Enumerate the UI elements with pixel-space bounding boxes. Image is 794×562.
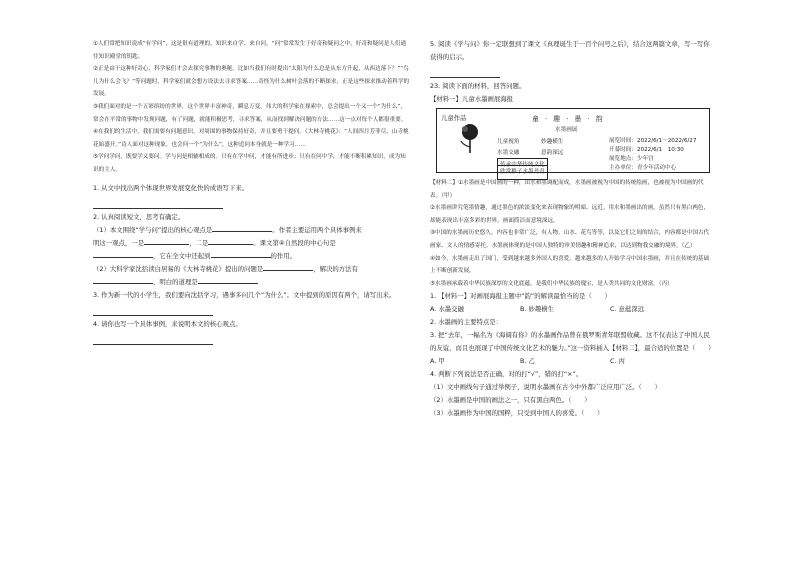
q2-2-text: ，明白的道理是 [153,277,198,286]
ink-flower-icon [455,121,485,155]
answer-blank[interactable] [93,276,153,284]
question-5: 5. 阅读《学与问》你一定联想到了课文《真理诞生于一百个问号之后》，结合这两篇文章，写一写你获得的启示。 [430,40,710,61]
question-2-2-cont [93,276,411,289]
material-1-label: 【材料一】儿童水墨画展海报 [430,95,514,103]
poster-corner-label: 儿童作品 [441,114,467,122]
answer-blank[interactable] [198,276,258,284]
question-r4-1: （1）文中画线句子通过举例子，说明水墨画在古今中外都广泛应用广泛。（ ） [430,383,661,392]
poster-phrase: 水墨交融 [497,150,520,156]
q2-1-text: （1）本文围绕“学与问”提出的核心观点是 [93,225,213,234]
answer-blank[interactable] [144,237,189,245]
question-1: 1. 从文中找出两个体现世界发展变化快的成语写下来。 [93,183,249,192]
question-2: 2. 认真阅读短文，思考有确定。 [93,212,185,221]
poster-slogan: 欣赏稚子水墨丹青 [497,165,548,180]
question-r4-2: （2）水墨画是中国的画法之一，只有黑白两色。（ ） [430,396,591,405]
paragraph-4: ④在我们的生活中，我们需要有问题意识，对周围的事物保持好奇，并且要勇于提问。《大林寺桃花》：“人间四月芳菲尽，山寺桃花始盛开。”诗人面对这种现象，也会问一个“为什么”，这种追问本身就是一种学习…… [93,129,409,148]
q2-1-text: ，它在全文中还起到 [153,251,211,260]
exhibition-poster [436,108,710,173]
question-r3-options [430,355,713,368]
question-4: 4. 请你也写一个具体事例，来说明本文的核心观点。 [93,319,242,328]
poster-phrase: 儿童视角 [497,139,520,145]
option-b[interactable]: B. 乙 [520,357,535,366]
q2-1-text: 。作者主要运用两个具体事例来 [272,225,362,234]
org-label: 主办单位： [609,165,637,171]
answer-line[interactable] [430,67,500,78]
answer-blank[interactable] [212,224,272,232]
material-2-d: ④如今，水墨画走出了国门，受到越来越多外国人的喜爱。越来越多的人开始学习中国水墨画，并且在传统的基础上不断创新发展。 [430,255,710,275]
material-2-c: ③中国的水墨画历史悠久，内容也非常广泛，有人物、山水、花鸟等等，以及它们之间的结合，内容都是中国古代画家、文人的情感寄托。水墨画体现的是中国人独特的审美情趣和精神追求，以达到物我交融的境界。（乙） [430,230,710,249]
venue-value: 少年宫 [636,156,654,162]
option-c[interactable]: C. 意蕴深远 [610,305,645,314]
paragraph-1: ①人们常把知识说成“有学问”，这是很有道理的。知识来自学、来自问。“问”常常发生于好奇和疑问之中，好奇和疑问是人们通往知识殿堂的钥匙。 [93,41,407,60]
open-label: 开幕时间： [609,147,637,153]
question-2-1 [93,224,411,237]
paragraph-2: ②正是由于这种好奇心，科学家们才会去探究事物的奥秘。比如当我们有时提出“太阳为什么总是从东方升起，从西边落下？”“鸟儿为什么会飞？”等问题时，科学家们就会想方设法去寻求答案……奇怪为什么树叶会落的不断探求，正是这些探求推动着科学的发展。 [93,66,410,98]
poster-title: 童 · 趣 · 墨 · 韵 [532,115,605,123]
venue-label: 展览地点： [609,156,637,162]
material-2-e: ⑤水墨画承载着中华民族深厚的文化底蕴，是我们中华民族的瑰宝，是人类共同的文化财富。（丙） [430,280,673,287]
question-2-2 [93,263,411,276]
section-23-heading: 23. 阅读下面的材料，回答问题。 [430,82,526,90]
option-b[interactable]: B. 妙趣横生 [520,305,555,314]
question-r1: 1. 【材料一】对画展海报主题中“韵”的解读最恰当的是（ ） [430,292,611,301]
date-value: 2022/6/1～2022/6/27 [636,138,697,144]
left-column [93,38,411,347]
answer-blank[interactable] [208,237,253,245]
q2-1-text: ，二是 [189,238,209,247]
answer-blank[interactable] [211,250,271,258]
q2-2-text: ，解决的方法有 [313,264,358,273]
material-2-a: 【材料二】①水墨画是中国画的一种，由水和墨调配而成，水墨画被视为中国的传统绘画，也被视为中国画的代表。（甲） [430,180,704,199]
answer-blank[interactable] [263,263,313,271]
answer-line[interactable] [93,334,213,345]
option-c[interactable]: C. 丙 [610,357,625,366]
right-column [430,38,713,420]
option-a[interactable]: A. 甲 [430,357,445,366]
poster-subtitle: 水墨画展 [555,127,578,133]
poster-slogan: 传承中华传统文化 [497,158,548,173]
material-2-b: ②水墨画讲究笔墨情趣，通过墨色的浓淡变化来表现物象的明暗、远近。用水和墨画出的画，虽然只有黑白两色，却能表现出丰富多彩的世界，画面简洁而意境深远。 [430,205,710,224]
answer-line[interactable] [93,198,223,209]
paragraph-3: ③我们面对的是一个五彩缤纷的世界，这个世界丰富神奇，瞬息万变。伟大的科学家在探索中，总会提出一个又一个“为什么”，常会在平常的事物中发现问题，有了问题，就能积极思考，寻求答案，从而找到解决问题的方法……这一点对每个人都很重要。 [93,103,407,123]
option-a[interactable]: A. 水墨交融 [430,305,464,314]
poster-phrase: 意韵深远 [541,150,564,156]
answer-line[interactable] [93,305,213,316]
question-2-1-cont [93,237,411,250]
open-value: 2022/6/1 10:30 [636,147,684,153]
q2-1-text: 明这一观点，一是 [93,238,145,247]
q2-1-text: 。课文第④自然段的中心句是 [253,238,336,247]
question-3: 3. 作为新一代的小学生，我们要向沈括学习，遇事多问几个“为什么”。文中提到的原因有两个，请写出来。 [93,290,396,299]
q2-2-text: （2）大科学家沈括读白居易的《大林寺桃花》提出的问题是 [93,264,264,273]
q2-1-text: 的作用。 [270,251,297,260]
paragraph-5: ⑤学问学问，既要学又要问。学与问是相辅相成的。只有在学中问，才能有所进步；只有在问中学，才能不断积累知识，成为知识的主人。 [93,154,406,173]
question-r4-3: （3）水墨画作为中国的国粹，只受到中国人的喜爱。（ ） [430,409,604,418]
organizer [609,162,676,175]
question-r1-options [430,303,713,316]
question-r2: 2. 水墨画的主要特点是： [430,318,503,327]
date-label: 展览时间： [609,138,637,144]
question-r4: 4. 判断下列说法是否正确，对的打“√”，错的打“×”。 [430,370,583,379]
answer-blank[interactable] [93,250,153,258]
question-r3: 3. 把“去年，一幅名为《海阔有你》的水墨画作品曾在俄罗斯青年联盟收藏。这不仅表达了中国人民的友谊，而且也展现了中国传统文化艺术的魅力。”这一资料插入【材料二】，最合适的位置是（ ） [430,331,715,353]
poster-phrase: 妙趣横生 [541,139,564,145]
org-value: 青少年活动中心 [636,165,677,171]
question-2-1-cont2 [93,250,411,263]
